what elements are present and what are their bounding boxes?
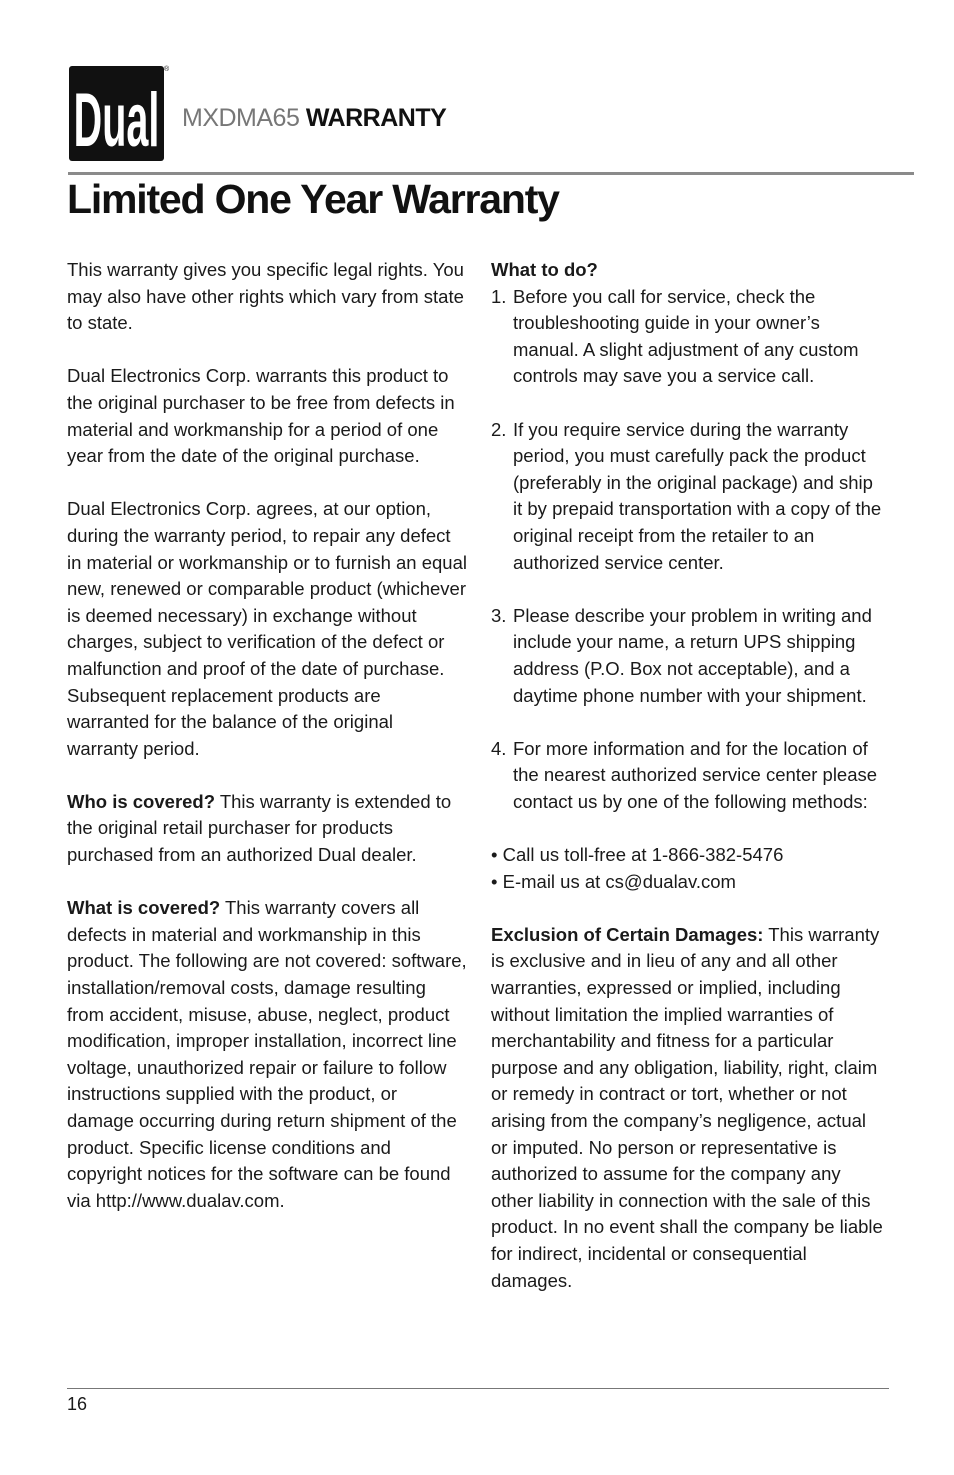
right-column: [491, 257, 883, 1321]
what-covered-label: What is covered?: [67, 897, 221, 919]
service-steps-list: [491, 284, 883, 816]
footer-divider: [67, 1388, 889, 1389]
registered-mark: ®: [164, 66, 170, 73]
dual-logo: [69, 66, 164, 161]
service-step: [491, 417, 883, 577]
contact-phone: • Call us toll-free at 1-866-382-5476: [491, 844, 784, 866]
page-title: Limited One Year Warranty: [67, 176, 559, 222]
paragraph-legal-rights: This warranty gives you specific legal rights. You may also have other rights which vary from state to state.: [67, 259, 464, 334]
what-to-do-heading: What to do?: [491, 259, 598, 280]
step-text: If you require service during the warranty period, you must carefully pack the product (preferably in the original package) and ship it by prepaid transportation with a copy of the original receipt from the retailer to an authorized service center.: [513, 418, 882, 573]
page-number: 16: [67, 1394, 88, 1414]
paragraph-what-is-covered: [67, 895, 467, 1214]
step-number: 1.: [491, 285, 507, 307]
contact-methods-list: [491, 842, 883, 895]
exclusion-label: Exclusion of Certain Damages:: [491, 923, 764, 945]
logo-wordmark: Dual: [73, 76, 160, 161]
service-step: [491, 603, 883, 709]
what-covered-text: This warranty covers all defects in material and workmanship in this product. The following are not covered: software, installation/removal costs, damage resulting from accident, misuse, abuse, neglect, product modification, improper installation, incorrect line voltage, unauthorized repair or failure to follow instructions supplied with the product, or damage occurring during return shipment of the product. Specific license conditions and copyright notices for the software can be found via http://www.dualav.com.: [67, 897, 467, 1211]
left-column: [67, 257, 467, 1241]
service-step: [491, 736, 883, 816]
header-divider: [68, 172, 914, 175]
service-step: [491, 284, 883, 390]
dual-logo-mark: [69, 66, 164, 161]
step-text: Please describe your problem in writing and include your name, a return UPS shipping address (P.O. Box not acceptable), and a daytime phone number with your shipment.: [513, 604, 872, 706]
model-name: MXDMA65: [182, 104, 300, 132]
paragraph-who-is-covered: [67, 789, 467, 869]
who-covered-text: This warranty is extended to the original retail purchaser for products purchased from an authorized Dual dealer.: [67, 790, 452, 866]
contact-email: • E-mail us at cs@dualav.com: [491, 870, 736, 892]
step-number: 4.: [491, 737, 507, 759]
exclusion-text: This warranty is exclusive and in lieu of any and all other warranties, expressed or implied, including without limitation the implied warranties of merchantability and fitness for a particular purpose and any obligation, liability, right, claim or remedy in contract or tort, whether or not arising from the company’s negligence, actual or imputed. No person or representative is authorized to assume for the company any other liability in connection with the sale of this product. In no event shall the company be liable for indirect, incidental or consequential damages.: [491, 923, 883, 1291]
step-number: 2.: [491, 418, 507, 440]
paragraph-exclusion: [491, 922, 883, 1294]
step-text: For more information and for the location of the nearest authorized service center please contact us by one of the following methods:: [513, 737, 878, 812]
paragraph-warranty-statement: Dual Electronics Corp. warrants this product to the original purchaser to be free from defects in material and workmanship for a period of one year from the date of the original purchase.: [67, 365, 455, 467]
who-covered-label: Who is covered?: [67, 790, 216, 812]
section-name: WARRANTY: [305, 104, 447, 132]
step-text: Before you call for service, check the troubleshooting guide in your owner’s manual. A slight adjustment of any custom controls may save you a service call.: [513, 285, 859, 387]
step-number: 3.: [491, 604, 507, 626]
paragraph-repair-option: Dual Electronics Corp. agrees, at our option, during the warranty period, to repair any defect in material or workmanship or to furnish an equal new, renewed or comparable product (whichever is deemed necessary) in exchange without charges, subject to verification of the defect or malfunction and proof of the date of purchase. Subsequent replacement products are warranted for the balance of the original warranty period.: [67, 498, 467, 759]
header-title: [182, 104, 446, 133]
